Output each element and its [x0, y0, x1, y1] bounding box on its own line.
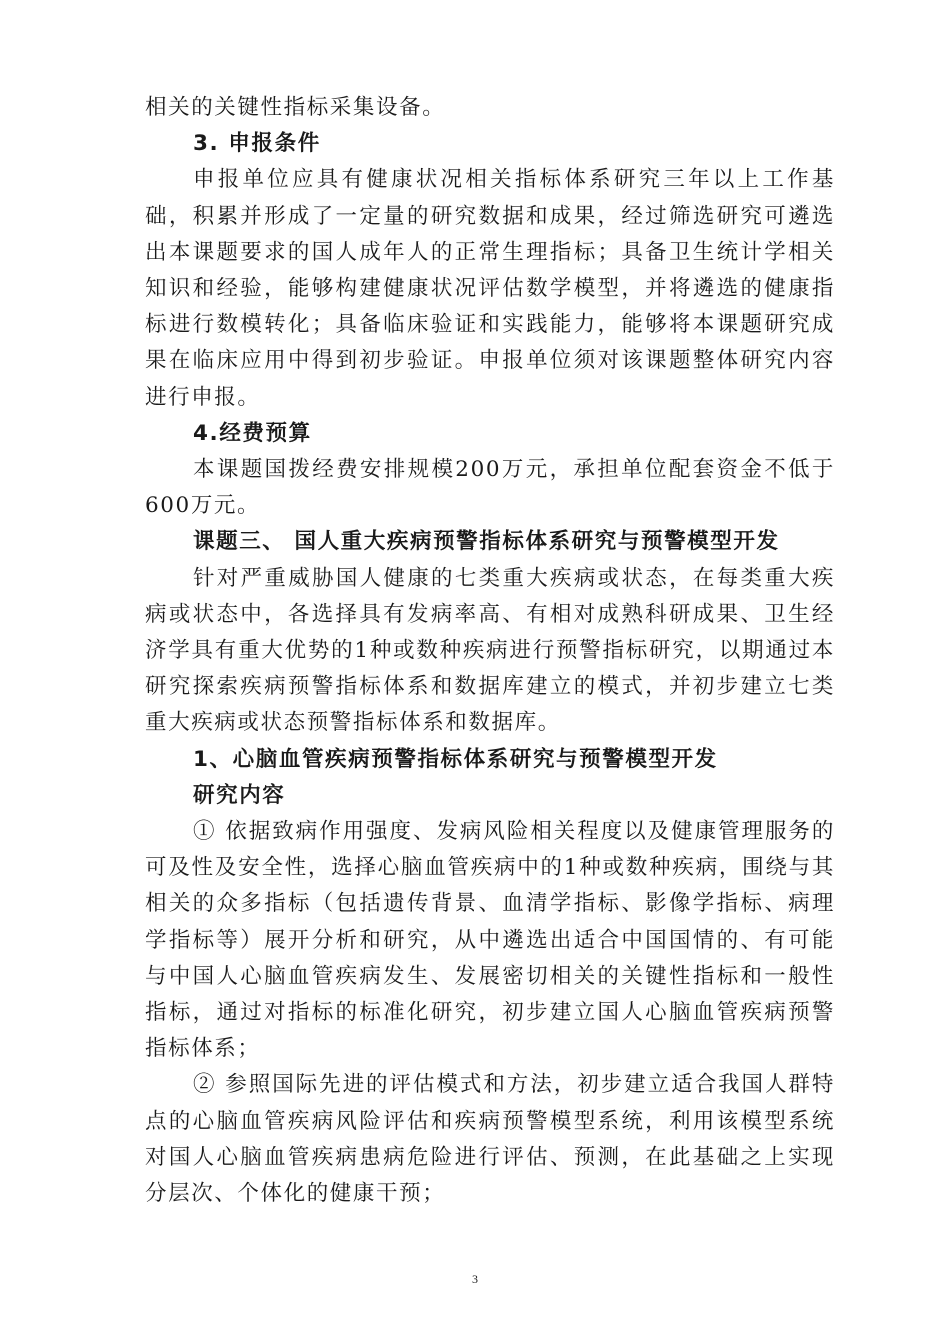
paragraph-budget: 本课题国拨经费安排规模200万元，承担单位配套资金不低于600万元。 [145, 457, 835, 519]
paragraph-topic-three-intro: 针对严重威胁国人健康的七类重大疾病或状态，在每类重大疾病或状态中，各选择具有发病率高、有相对成熟科研成果、卫生经济学具有重大优势的1种或数种疾病进行预警指标研究，以期通过本研究探索疾病预警指标体系和数据库建立的模式，并初步建立七类重大疾病或状态预警指标体系和数据库。 [145, 565, 835, 736]
paragraph-application-conditions: 申报单位应具有健康状况相关指标体系研究三年以上工作基础，积累并形成了一定量的研究数据和成果，经过筛选研究可遴选出本课题要求的国人成年人的正常生理指标；具备卫生统计学相关知识和经验，能够构建健康状况评估数学模型，并将遴选的健康指标进行数模转化；具备临床验证和实践能力，能够将本课题研究成果在临床应用中得到初步验证。申报单位须对该课题整体研究内容进行申报。 [145, 167, 835, 410]
paragraph-research-item-1: ① 依据致病作用强度、发病风险相关程度以及健康管理服务的可及性及安全性，选择心脑血管疾病中的1种或数种疾病，围绕与其相关的众多指标（包括遗传背景、血清学指标、影像学指标、病理学指标等）展开分析和研究，从中遴选出适合中国国情的、有可能与中国人心脑血管疾病发生、发展密切相关的关键性指标和一般性指标，通过对指标的标准化研究，初步建立国人心脑血管疾病预警指标体系； [145, 819, 835, 1062]
heading-cardio-cerebrovascular: 1、心脑血管疾病预警指标体系研究与预警模型开发 [193, 746, 718, 772]
paragraph-research-item-2: ② 参照国际先进的评估模式和方法，初步建立适合我国人群特点的心脑血管疾病风险评估和疾病预警模型系统，利用该模型系统对国人心脑血管疾病患病危险进行评估、预测，在此基础之上实现分层次、个体化的健康干预； [145, 1072, 835, 1207]
heading-application-conditions: 3. 申报条件 [193, 131, 321, 157]
heading-research-content: 研究内容 [193, 782, 286, 808]
heading-budget: 4.经费预算 [193, 420, 312, 446]
paragraph-equipment-tail: 相关的关键性指标采集设备。 [145, 95, 446, 120]
page-number: 3 [472, 1272, 478, 1286]
heading-topic-three: 课题三、 国人重大疾病预警指标体系研究与预警模型开发 [193, 529, 780, 555]
page-body [145, 90, 835, 1212]
